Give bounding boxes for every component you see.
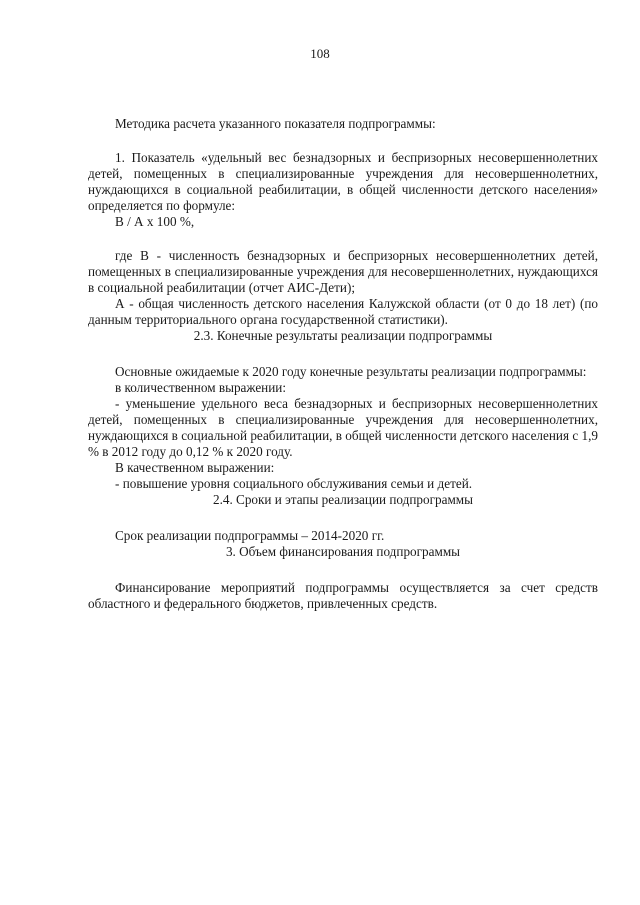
section-3-text: Финансирование мероприятий подпрограммы осуществляется за счет средств областного и федерального бюджетов, привлеченных средств. [88,580,598,611]
qualitative-item: - повышение уровня социального обслуживания семьи и детей. [115,476,473,491]
definition-a: А - общая численность детского населения Калужской области (от 0 до 18 лет) (по данным территориального органа государственной статистики). [88,296,598,327]
quantitative-item: - уменьшение удельного веса безнадзорных и беспризорных несовершеннолетних детей, помещенных в специализированные учреждения для несовершеннолетних, нуждающихся в социальной реабилитации, в общей численности детского населения с 1,9 % в 2012 году до 0,12 % к 2020 году. [88,396,598,459]
page-number: 108 [310,46,330,61]
quantitative-label: в количественном выражении: [115,380,287,395]
indicator-paragraph: 1. Показатель «удельный вес безнадзорных и беспризорных несовершеннолетних детей, помещенных в специализированные учреждения для несовершеннолетних, нуждающихся в социальной реабилитации, в общей численности детского населения» определяется по формуле: [88,150,598,213]
section-3-heading: 3. Объем финансирования подпрограммы [225,544,461,559]
formula: В / А х 100 %, [115,214,195,229]
method-title: Методика расчета указанного показателя подпрограммы: [115,116,436,131]
section-2-4-heading: 2.4. Сроки и этапы реализации подпрограммы [212,492,474,507]
qualitative-label: В качественном выражении: [115,460,275,475]
section-2-3-heading: 2.3. Конечные результаты реализации подпрограммы [193,328,493,343]
section-2-3-intro: Основные ожидаемые к 2020 году конечные результаты реализации подпрограммы: [115,364,587,379]
document-body [88,116,598,612]
definition-b: где В - численность безнадзорных и беспризорных несовершеннолетних детей, помещенных в специализированные учреждения для несовершеннолетних, нуждающихся в социальной реабилитации (отчет АИС-Дети); [88,248,598,295]
section-2-4-text: Срок реализации подпрограммы – 2014-2020 гг. [115,528,385,543]
